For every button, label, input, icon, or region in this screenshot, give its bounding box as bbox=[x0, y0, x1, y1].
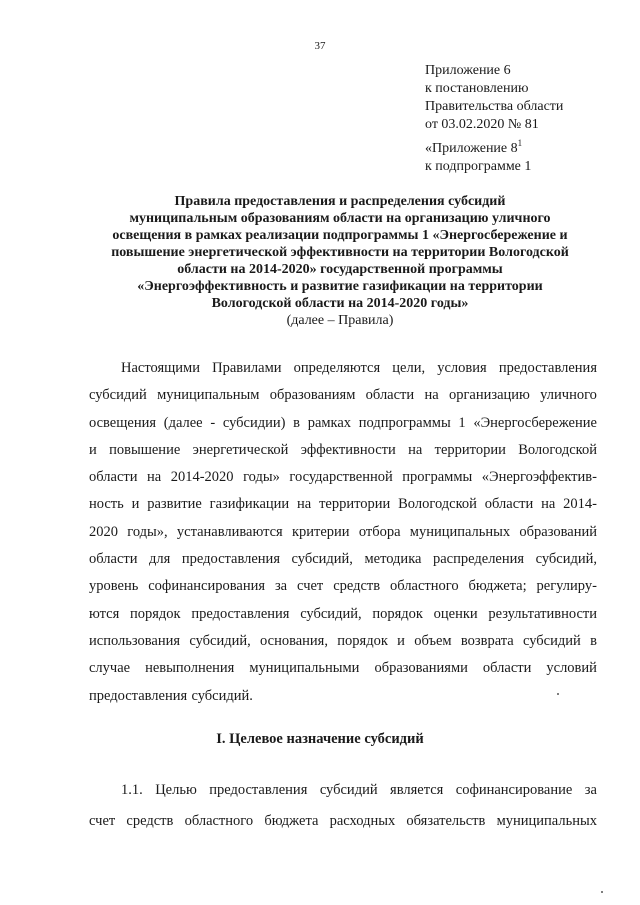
scan-speck bbox=[601, 891, 603, 893]
word: освещения bbox=[89, 414, 157, 431]
word: повышение bbox=[109, 441, 181, 458]
title-line: освещения в рамках реализации подпрограммы 1 «Энергосбережение и bbox=[112, 228, 568, 243]
word: невыполнения bbox=[145, 660, 235, 677]
word: Правилами bbox=[212, 360, 282, 376]
paragraph-line bbox=[89, 573, 597, 600]
word: территории bbox=[434, 441, 506, 458]
word: образованиям bbox=[269, 387, 356, 404]
appendix-line: к подпрограмме 1 bbox=[425, 159, 532, 174]
word: распределения bbox=[433, 551, 525, 568]
word: для bbox=[149, 551, 171, 568]
word: счет bbox=[297, 578, 324, 595]
word: развитие bbox=[147, 496, 202, 513]
appendix-line-text: «Приложение 8 bbox=[425, 141, 518, 156]
paragraph-line bbox=[89, 382, 597, 409]
word: и bbox=[131, 496, 140, 513]
word: субсидий bbox=[523, 632, 581, 649]
word: на bbox=[147, 469, 162, 486]
title-line: Вологодской области на 2014-2020 годы» bbox=[211, 296, 469, 311]
paragraph-line bbox=[89, 437, 597, 464]
word: «Энергоэффектив- bbox=[481, 469, 597, 486]
word: регулиру- bbox=[536, 578, 597, 595]
title-line: повышение энергетической эффективности на территории Вологодской bbox=[111, 245, 569, 260]
paragraph-line bbox=[89, 491, 597, 518]
word: - bbox=[210, 414, 216, 431]
word: цели, bbox=[392, 360, 426, 376]
word: возврата bbox=[460, 632, 514, 649]
word: области bbox=[89, 469, 138, 486]
word: 1 bbox=[458, 414, 466, 431]
word: порядок bbox=[129, 605, 181, 622]
appendix-line: к постановлению bbox=[425, 81, 529, 96]
word: на bbox=[408, 441, 423, 458]
title-line: области на 2014-2020» государственной программы bbox=[177, 262, 503, 277]
word: рамках bbox=[307, 414, 352, 431]
word: в bbox=[293, 414, 300, 431]
word: муниципальных bbox=[409, 523, 511, 540]
word: организацию bbox=[448, 387, 530, 404]
word: порядок bbox=[372, 605, 423, 622]
word: средств bbox=[333, 578, 381, 595]
paragraph-line bbox=[89, 806, 597, 837]
word: (далее bbox=[163, 414, 203, 431]
word: субсидий bbox=[319, 782, 378, 798]
word: счет bbox=[89, 813, 116, 829]
section-heading: I. Целевое назначение субсидий bbox=[216, 731, 424, 747]
word: отбора bbox=[358, 523, 401, 540]
word: годы», bbox=[127, 523, 168, 540]
word: в bbox=[590, 632, 597, 649]
word: области bbox=[482, 660, 532, 677]
scan-speck bbox=[557, 693, 559, 695]
word: и bbox=[397, 632, 405, 649]
word: софинансирование bbox=[455, 782, 573, 798]
page-number: 37 bbox=[314, 40, 326, 52]
word: Целью bbox=[155, 782, 197, 798]
word: субсидий bbox=[89, 387, 147, 404]
word: использования bbox=[89, 632, 181, 649]
word: на bbox=[541, 496, 556, 513]
word: ются bbox=[89, 605, 120, 622]
paragraph-line bbox=[89, 546, 597, 573]
paragraph-line bbox=[89, 410, 597, 437]
word: оценки bbox=[433, 605, 478, 622]
word: устанавливаются bbox=[176, 523, 283, 540]
word: предоставления bbox=[181, 551, 280, 568]
word: предоставления bbox=[498, 360, 597, 376]
word: предоставления bbox=[89, 687, 188, 704]
word: эффективности bbox=[300, 441, 396, 458]
word: средств bbox=[126, 813, 174, 829]
word: ность bbox=[89, 496, 124, 513]
appendix-line: от 03.02.2020 № 81 bbox=[425, 117, 539, 132]
word: критерии bbox=[291, 523, 350, 540]
word: области bbox=[365, 387, 415, 404]
word: 2014-2020 bbox=[170, 469, 234, 486]
document-title bbox=[70, 193, 610, 329]
appendix-superscript: 1 bbox=[517, 138, 523, 148]
word: софинансирования bbox=[148, 578, 266, 595]
word: областного bbox=[390, 578, 459, 595]
word: условия bbox=[437, 360, 487, 376]
appendix-line: Приложение 6 bbox=[425, 63, 511, 78]
intro-paragraph bbox=[89, 355, 597, 710]
word: основания, bbox=[260, 632, 328, 649]
word: Вологодской bbox=[398, 496, 477, 513]
paragraph-line bbox=[89, 464, 597, 491]
word: бюджета; bbox=[468, 578, 527, 595]
appendix-block bbox=[425, 62, 563, 176]
paragraph-line bbox=[89, 775, 597, 806]
word: газификации bbox=[209, 496, 290, 513]
paragraph-line bbox=[89, 601, 597, 628]
word: на bbox=[424, 387, 439, 404]
word: образований bbox=[519, 523, 597, 540]
title-line: Правила предоставления и распределения субсидий bbox=[174, 194, 506, 209]
word: за bbox=[584, 782, 597, 798]
word: субсидий. bbox=[191, 687, 253, 704]
word: бюджета bbox=[264, 813, 319, 829]
word: Настоящими bbox=[121, 360, 200, 376]
word: программы bbox=[402, 469, 473, 486]
word: и bbox=[89, 441, 97, 458]
word: субсидий, bbox=[535, 551, 597, 568]
word: субсидий, bbox=[291, 551, 353, 568]
word: муниципальными bbox=[249, 660, 360, 677]
word: подпрограммы bbox=[358, 414, 451, 431]
word: области bbox=[484, 496, 534, 513]
word: является bbox=[390, 782, 444, 798]
word: случае bbox=[89, 660, 131, 677]
word: на bbox=[297, 496, 312, 513]
word: областного bbox=[184, 813, 254, 829]
word: предоставления bbox=[209, 782, 308, 798]
word: «Энергосбережение bbox=[473, 414, 597, 431]
word: уличного bbox=[540, 387, 597, 404]
word: методика bbox=[364, 551, 422, 568]
word: 2020 bbox=[89, 523, 118, 540]
paragraph-line bbox=[89, 628, 597, 655]
word: расходных bbox=[329, 813, 396, 829]
word: определяются bbox=[293, 360, 381, 376]
word: энергетической bbox=[192, 441, 289, 458]
paragraph-line bbox=[89, 355, 597, 382]
word: муниципальных bbox=[496, 813, 597, 829]
word: субсидии) bbox=[222, 414, 286, 431]
word: годы» bbox=[243, 469, 280, 486]
word: 1.1. bbox=[121, 782, 143, 798]
paragraph-line bbox=[89, 519, 597, 546]
word: образованиями bbox=[374, 660, 468, 677]
appendix-line bbox=[425, 134, 563, 158]
title-subtitle: (далее – Правила) bbox=[286, 313, 394, 328]
word: объем bbox=[414, 632, 452, 649]
title-line: муниципальным образованиям области на организацию уличного bbox=[129, 211, 551, 226]
paragraph-line bbox=[89, 655, 597, 682]
word: обязательств bbox=[406, 813, 486, 829]
word: субсидий, bbox=[189, 632, 251, 649]
word: территории bbox=[319, 496, 391, 513]
word: муниципальным bbox=[157, 387, 260, 404]
word: за bbox=[274, 578, 288, 595]
word: результативности bbox=[488, 605, 597, 622]
word: предоставления bbox=[191, 605, 290, 622]
word: области bbox=[89, 551, 138, 568]
word: уровень bbox=[89, 578, 139, 595]
section-paragraph bbox=[89, 775, 597, 837]
word: порядок bbox=[337, 632, 388, 649]
word: условий bbox=[546, 660, 597, 677]
word: субсидий, bbox=[300, 605, 362, 622]
word: государственной bbox=[289, 469, 393, 486]
word: Вологодской bbox=[518, 441, 597, 458]
appendix-line: Правительства области bbox=[425, 99, 564, 114]
title-line: «Энергоэффективность и развитие газификации на территории bbox=[137, 279, 543, 294]
paragraph-line bbox=[89, 683, 597, 710]
word: 2014- bbox=[563, 496, 597, 513]
